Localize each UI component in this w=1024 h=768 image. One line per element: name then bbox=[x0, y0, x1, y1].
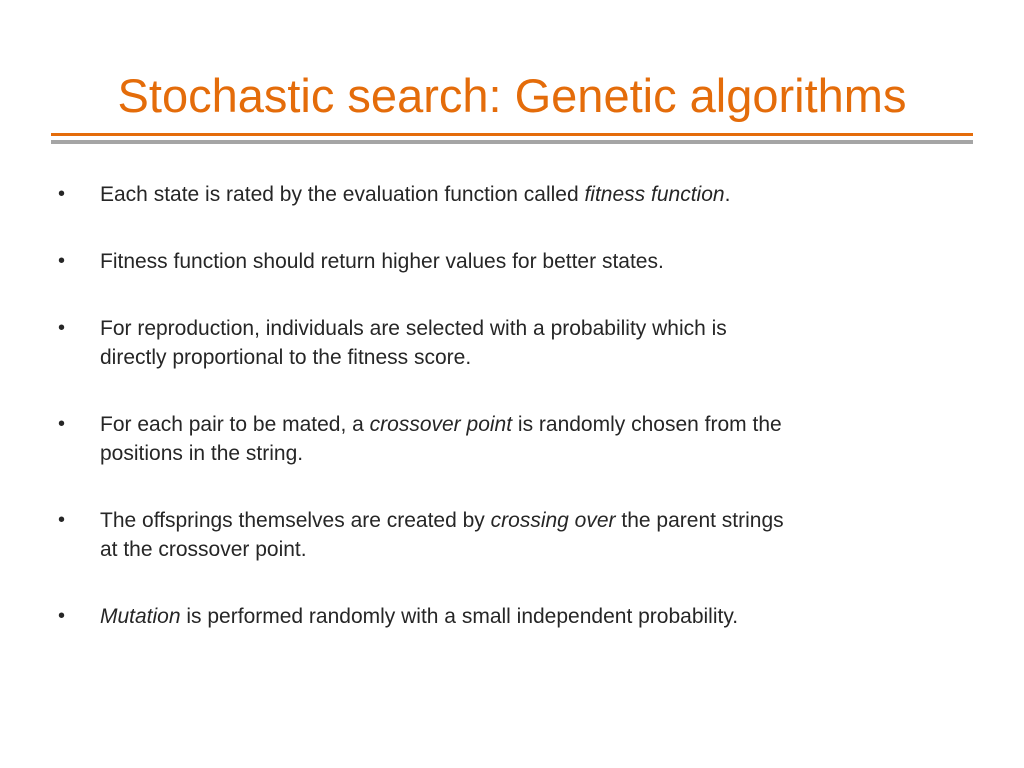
bullet-item bbox=[58, 180, 958, 209]
bullet-list bbox=[58, 180, 958, 669]
bullet-text: Fitness function should return higher values for better states. bbox=[100, 250, 664, 273]
bullet-dot-icon: • bbox=[58, 509, 66, 531]
bullet-item bbox=[58, 314, 958, 372]
bullet-line bbox=[100, 602, 958, 631]
bullet-text: . bbox=[724, 183, 731, 206]
bullet-line bbox=[100, 410, 958, 439]
bullet-dot-icon: • bbox=[58, 605, 66, 627]
title-underline-orange bbox=[51, 133, 973, 136]
bullet-item bbox=[58, 602, 958, 631]
bullet-text: the parent strings bbox=[615, 509, 784, 532]
bullet-line bbox=[100, 439, 958, 468]
bullet-text: positions in the string. bbox=[100, 442, 304, 465]
bullet-text: is randomly chosen from the bbox=[512, 413, 782, 436]
bullet-line bbox=[100, 314, 958, 343]
bullet-text: The offsprings themselves are created by bbox=[100, 509, 491, 532]
bullet-line bbox=[100, 506, 958, 535]
bullet-line bbox=[100, 535, 958, 564]
bullet-text: directly proportional to the fitness score. bbox=[100, 346, 472, 369]
bullet-line bbox=[100, 343, 958, 372]
bullet-line bbox=[100, 247, 958, 276]
bullet-emphasis: crossover point bbox=[369, 413, 513, 436]
bullet-text: For each pair to be mated, a bbox=[100, 413, 370, 436]
bullet-line bbox=[100, 180, 958, 209]
bullet-emphasis: crossing over bbox=[490, 509, 616, 532]
bullet-dot-icon: • bbox=[58, 250, 66, 272]
bullet-dot-icon: • bbox=[58, 317, 66, 339]
bullet-dot-icon: • bbox=[58, 183, 66, 205]
bullet-emphasis: Mutation bbox=[100, 605, 181, 628]
bullet-text: For reproduction, individuals are selected with a probability which is bbox=[100, 317, 727, 340]
title-underline-gray bbox=[51, 140, 973, 144]
bullet-item bbox=[58, 247, 958, 276]
bullet-text: is performed randomly with a small independent probability. bbox=[180, 605, 739, 628]
bullet-dot-icon: • bbox=[58, 413, 66, 435]
bullet-emphasis: fitness function bbox=[584, 183, 725, 206]
bullet-text: at the crossover point. bbox=[100, 538, 307, 561]
bullet-item bbox=[58, 506, 958, 564]
slide-title: Stochastic search: Genetic algorithms bbox=[117, 69, 907, 122]
bullet-text: Each state is rated by the evaluation function called bbox=[100, 183, 585, 206]
bullet-item bbox=[58, 410, 958, 468]
